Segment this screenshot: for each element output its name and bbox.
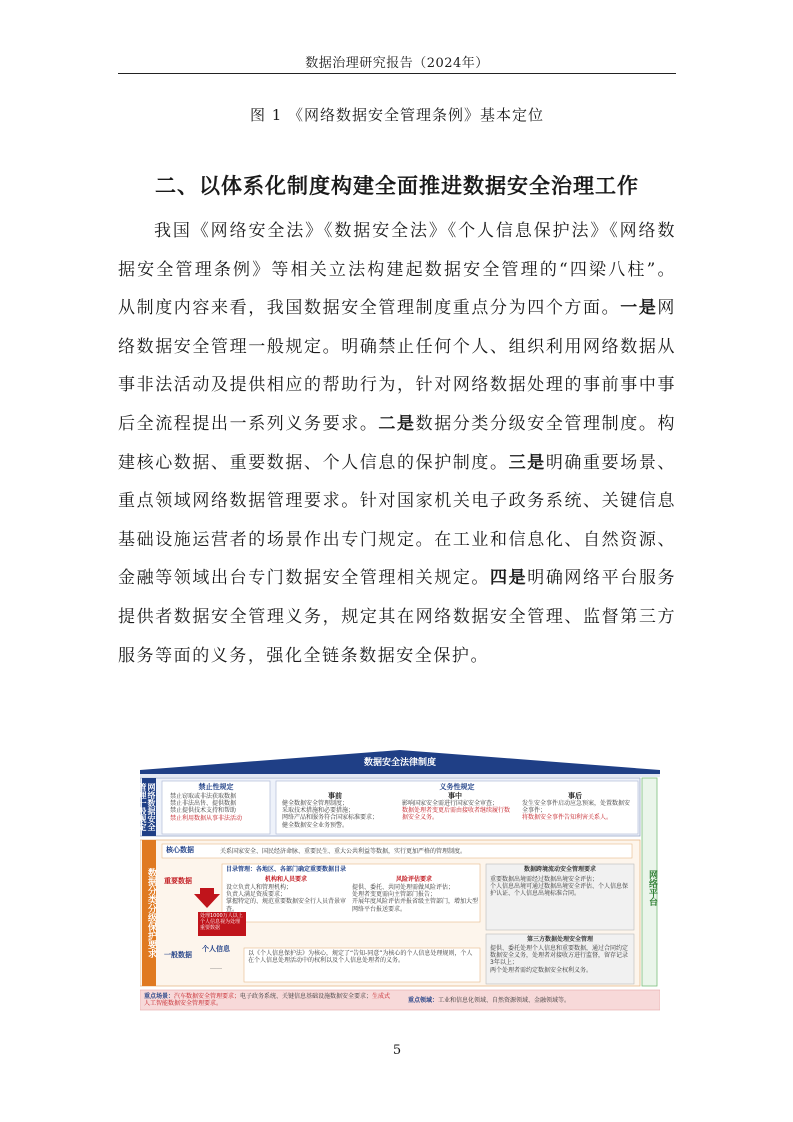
- third-party-item: 两个处理者需约定数据安全权利义务。: [490, 966, 593, 974]
- responsible-item: 负责人满足资质要求；: [226, 891, 287, 899]
- key-scenes-label: 重点场景：: [144, 993, 175, 1000]
- diagram-roof-title: 数据安全法律制度: [363, 758, 436, 768]
- para-bold-3: 三是: [508, 452, 546, 473]
- page-header: 数据治理研究报告（2024年）: [305, 56, 489, 71]
- label-classification: 数据分类分级保护要求: [146, 868, 156, 958]
- before-item: 采取技术措施和必要措施；: [282, 807, 355, 815]
- risk-item: 开展年度风险评估并报省级主管部门，增加大型网络平台报送要求。: [352, 898, 479, 913]
- threshold-text: 处理1000万人以上个人信息视为处理重要数据: [200, 913, 243, 931]
- figure-caption: 图 1 《网络数据安全管理条例》基本定位: [249, 106, 545, 124]
- header-rule: [118, 73, 676, 74]
- cross-border-item: 重要数据出境需经过数据出境安全评估；: [490, 876, 599, 883]
- key-scenes: [144, 993, 394, 1007]
- third-party-list: [490, 945, 630, 974]
- personal-info-text: 以《个人信息保护法》为核心，规定了“告知-同意”为核心的个人信息处理规则，个人在个人信息处理活动中的权利以及个人信息处理者的义务。: [248, 950, 473, 965]
- para-text-1: 我国《网络安全法》《数据安全法》《个人信息保护法》《网络数据安全管理条例》等相关立法构建起数据安全管理的“四梁八柱”。从制度内容来看，我国数据安全管理制度重点分为四个方面。: [118, 221, 676, 319]
- core-data-text: 关系国家安全、国民经济命脉、重要民生、重大公共利益等数据，实行更加严格的管理制度。: [220, 848, 467, 855]
- responsible-item: 掌握特定的、规范重要数据安全行人员背景审查。: [226, 898, 347, 913]
- personal-info-label: 个人信息: [202, 945, 230, 953]
- before-item: 健全数据安全业务预警。: [282, 821, 349, 829]
- data-security-law-diagram: [140, 748, 660, 1012]
- risk-list: [352, 884, 478, 913]
- prohibit-list: [170, 793, 270, 822]
- prohibit-title: 禁止性规定: [198, 783, 234, 791]
- responsible-item: 设立负责人和管理机构；: [226, 884, 293, 891]
- para-text-5: 明确网络平台服务提供者数据安全管理义务，规定其在网络数据安全管理、监督第三方服务等面的义务，强化全链条数据安全保护。: [118, 568, 676, 666]
- before-item: 网络产品和服务符合国家标准要求；: [282, 814, 379, 822]
- before-title: 事前: [328, 792, 342, 800]
- prohibit-item-red: 禁止利用数据从事非法活动: [170, 814, 243, 822]
- during-list: [402, 800, 512, 822]
- para-text-3: 数据分类分级安全管理制度。构建核心数据、重要数据、个人信息的保护制度。: [118, 413, 676, 473]
- key-fields: [408, 997, 658, 1004]
- para-bold-2: 二是: [378, 413, 416, 434]
- core-data-label: 核心数据: [166, 846, 194, 854]
- before-list: [282, 800, 394, 829]
- important-data-label: 重要数据: [164, 877, 192, 885]
- para-text-2: 网络数据安全管理一般规定。明确禁止任何个人、组织利用网络数据从事非法活动及提供相应的帮助行为，针对网络数据处理的事前事中事后全流程提出一系列义务要求。: [118, 298, 676, 434]
- after-title: 事后: [568, 792, 582, 800]
- key-fields-text: 工业和信息化领域、自然资源领域、金融领域等。: [438, 997, 571, 1004]
- label-network-platform: 网络平台: [647, 870, 657, 906]
- risk-item: 处理者变更需向主管部门报告；: [352, 891, 437, 899]
- key-fields-label: 重点领域：: [408, 997, 439, 1004]
- after-list: [522, 800, 632, 822]
- key-scene-item: 电子政务系统、关键信息基础设施数据安全要求；: [240, 993, 373, 1000]
- label-general-rules: 网络数据安全管理一般规定: [138, 783, 156, 831]
- key-scene-item: 生成式人工智能数据安全管理要求。: [144, 993, 391, 1008]
- para-bold-4: 四是: [490, 568, 528, 589]
- responsible-list: [226, 884, 346, 913]
- body-paragraph: [118, 212, 676, 675]
- prohibit-item: 禁止窃取或非法获取数据: [170, 793, 237, 800]
- prohibit-item: 禁止提供技术支持和帮助: [170, 807, 237, 815]
- general-data-dots: ……: [210, 964, 222, 971]
- risk-title: 风险评估要求: [395, 876, 432, 883]
- key-scene-item: 汽车数据安全管理要求；: [174, 993, 241, 1000]
- section-title: 二、以体系化制度构建全面推进数据安全治理工作: [155, 174, 639, 198]
- catalog-text: 目录管理：各地区、各部门确定重要数据目录: [226, 866, 347, 873]
- during-item: 影响国家安全需进行国家安全审查；: [402, 800, 499, 807]
- cross-border-list: [490, 876, 630, 898]
- para-text-4: 明确重要场景、重点领域网络数据管理要求。针对国家机关电子政务系统、关键信息基础设施运营者的场景作出专门规定。在工业和信息化、自然资源、金融等领域出台专门数据安全管理相关规定。: [118, 452, 676, 589]
- after-item: 发生安全事件启动应急预案，处置数据安全事件；: [522, 800, 631, 815]
- during-item-red: 数据处理者变更后需由接收者继续履行数据安全义务。: [402, 807, 511, 822]
- responsible-title: 机构和人员要求: [264, 876, 307, 883]
- before-item: 健全数据安全管理制度；: [282, 800, 349, 807]
- third-party-title: 第三方数据处理安全管理: [526, 936, 593, 943]
- cross-border-title: 数据跨境流动安全管理要求: [523, 866, 596, 873]
- prohibit-item: 禁止非法出售、提供数据: [170, 800, 237, 808]
- cross-border-item: 个人信息出境可通过数据出境安全评估、个人信息保护认证、个人信息出境标准合同。: [490, 883, 629, 898]
- third-party-item: 提供、委托处理个人信息和重要数据，通过合同约定数据安全义务，处理者对接收方进行监督，留存记录3年以上；: [490, 945, 629, 967]
- during-title: 事中: [448, 792, 462, 800]
- page-number: 5: [392, 1043, 402, 1058]
- general-data-label: 一般数据: [164, 951, 192, 959]
- risk-item: 提供、委托、共同处理需做风险评估；: [352, 884, 455, 891]
- after-item-red: 将数据安全事件告知利害关系人。: [522, 814, 613, 822]
- para-bold-1: 一是: [620, 298, 658, 319]
- obligation-title: 义务性规定: [439, 783, 475, 791]
